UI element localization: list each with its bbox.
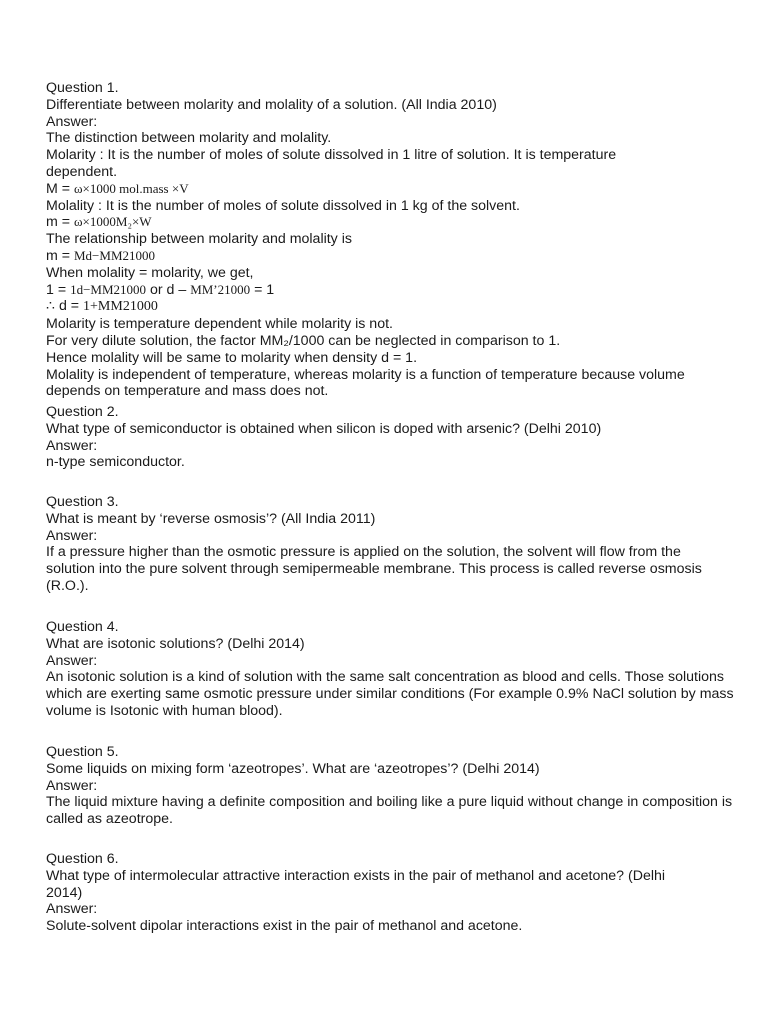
equation-1-prefix: 1 = — [46, 281, 71, 298]
when-equal-text: When molality = molarity, we get, — [46, 264, 254, 281]
relationship-text: The relationship between molarity and molality is — [46, 231, 352, 248]
answer-3-text: If a pressure higher than the osmotic pressure is applied on the solution, the solvent will flow from the solution into the pure solvent through semipermeable membrane. This process is called reverse osmosis (R.O.). — [46, 544, 702, 594]
answer-1-tail-3: Hence molality will be same to molarity when density d = 1. — [46, 349, 418, 366]
question-3-block — [46, 494, 736, 595]
molality-formula-prefix: m = — [46, 214, 74, 231]
question-6-heading: Question 6. — [46, 851, 119, 867]
question-3-text: What is meant by ‘reverse osmosis’? (All India 2011) — [46, 510, 376, 527]
question-4-block — [46, 619, 736, 720]
question-5-answer-label: Answer: — [46, 777, 98, 794]
molality-formula-math: ω×1000M₂×W — [74, 214, 152, 230]
question-2-heading: Question 2. — [46, 404, 119, 420]
question-4-answer-label: Answer: — [46, 652, 98, 669]
question-1-answer-label: Answer: — [46, 113, 98, 130]
relationship-formula — [46, 248, 736, 265]
molarity-formula-math: ω×1000 mol.mass ×V — [74, 180, 189, 196]
question-1-block — [46, 80, 736, 400]
question-3-heading: Question 3. — [46, 494, 119, 510]
molarity-formula — [46, 181, 736, 198]
equation-1-end: = 1 — [250, 281, 275, 298]
relationship-formula-prefix: m = — [46, 247, 74, 264]
question-5-block — [46, 744, 736, 828]
equation-1 — [46, 282, 736, 299]
molality-formula — [46, 214, 736, 231]
question-4-heading: Question 4. — [46, 619, 119, 635]
question-5-heading: Question 5. — [46, 744, 119, 760]
question-4-text: What are isotonic solutions? (Delhi 2014) — [46, 635, 305, 652]
equation-1-math-2: MM’21000 — [190, 281, 251, 297]
question-2-text: What type of semiconductor is obtained when silicon is doped with arsenic? (Delhi 2010) — [46, 420, 602, 437]
answer-4-text: An isotonic solution is a kind of solution with the same salt concentration as blood and cells. Those solutions which are exerting same osmotic pressure under similar conditions (For example 0.9% NaCl solution by mass volume is Isotonic with human blood). — [46, 669, 734, 719]
answer-1-tail-2: For very dilute solution, the factor MM₂/1000 can be neglected in comparison to 1. — [46, 332, 561, 349]
answer-6-text: Solute-solvent dipolar interactions exist in the pair of methanol and acetone. — [46, 918, 523, 935]
answer-1-tail-1: Molarity is temperature dependent while molarity is not. — [46, 316, 393, 333]
answer-1-molarity-definition: Molarity : It is the number of moles of solute dissolved in 1 litre of solution. It is temperature dependent. — [46, 147, 617, 180]
question-6-block — [46, 851, 736, 935]
question-6-text: What type of intermolecular attractive interaction exists in the pair of methanol and acetone? (Delhi 2014) — [46, 867, 666, 901]
question-3-answer-label: Answer: — [46, 527, 98, 544]
equation-2-prefix: ∴ d = — [46, 298, 84, 315]
question-2-block — [46, 404, 736, 471]
molality-definition: Molality : It is the number of moles of solute dissolved in 1 kg of the solvent. — [46, 197, 520, 214]
equation-2-math: 1+MM21000 — [83, 299, 158, 315]
answer-1-line-1: The distinction between molarity and molality. — [46, 130, 332, 147]
equation-1-math: 1d−MM21000 — [70, 281, 147, 297]
answer-1-tail-4: Molality is independent of temperature, whereas molarity is a function of temperature because volume depends on temperature and mass does not. — [46, 366, 685, 400]
answer-2-text: n-type semiconductor. — [46, 454, 185, 471]
question-1-heading: Question 1. — [46, 80, 119, 96]
question-2-answer-label: Answer: — [46, 437, 98, 454]
molarity-formula-prefix: M = — [46, 180, 74, 197]
equation-2 — [46, 298, 736, 316]
question-6-answer-label: Answer: — [46, 901, 98, 918]
question-1-text: Differentiate between molarity and molality of a solution. (All India 2010) — [46, 96, 497, 113]
answer-5-text: The liquid mixture having a definite composition and boiling like a pure liquid without change in composition is called as azeotrope. — [46, 794, 733, 828]
question-5-text: Some liquids on mixing form ‘azeotropes’. What are ‘azeotropes’? (Delhi 2014) — [46, 760, 540, 777]
relationship-formula-math: Md−MM21000 — [74, 247, 156, 263]
equation-1-mid: or d – — [146, 281, 191, 298]
